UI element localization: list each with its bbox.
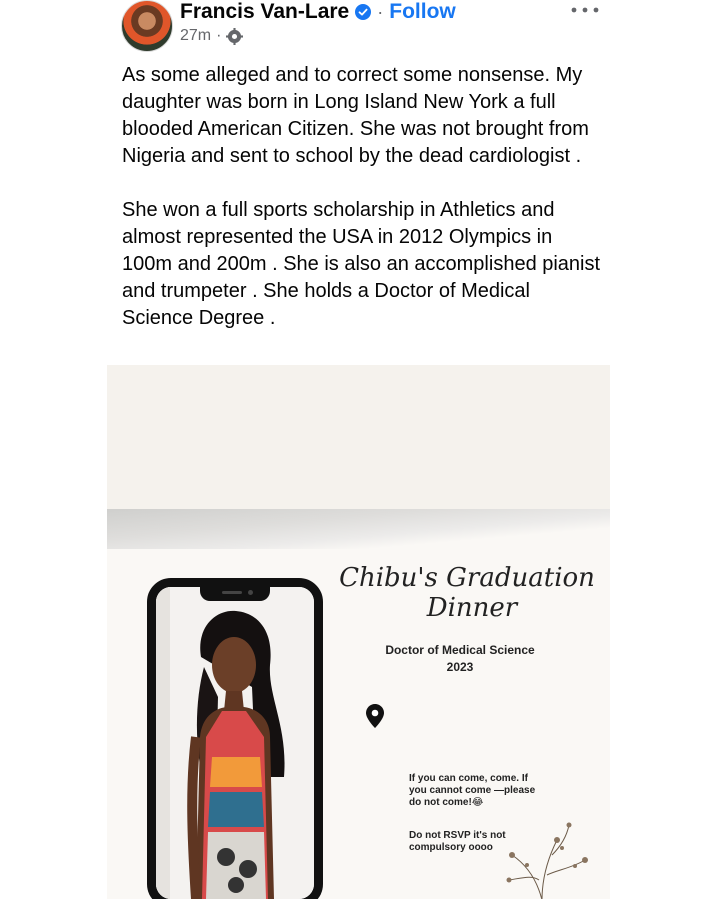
dried-flower-decoration	[487, 820, 597, 899]
degree-name: Doctor of Medical Science	[385, 643, 535, 657]
invite-title	[332, 563, 602, 623]
notch-speaker	[222, 591, 242, 594]
graduate-photo	[156, 587, 314, 899]
location-pin-icon	[366, 704, 384, 728]
privacy-gear-icon[interactable]	[226, 28, 243, 45]
meta-separator: ·	[216, 27, 222, 44]
rsvp-note: If you can come, come. If you cannot come —please do not come!😂	[409, 773, 536, 808]
separator-dot: ·	[377, 1, 384, 22]
post-timestamp[interactable]: 27m	[180, 27, 212, 44]
phone-notch	[200, 585, 270, 601]
follow-button[interactable]: Follow	[389, 0, 456, 23]
invite-title-line2: Dinner	[426, 593, 518, 623]
post-paragraph: She won a full sports scholarship in Athletics and almost represented the USA in 2012 Olympics in 100m and 200m . She is also an accomplished pianist and trumpeter . She holds a Doctor of Medical Science Degree .	[122, 199, 601, 329]
verified-badge-icon	[355, 4, 371, 20]
author-avatar[interactable]	[121, 0, 173, 52]
author-row	[180, 0, 456, 24]
notch-camera	[248, 590, 253, 595]
post-image[interactable]	[107, 365, 610, 899]
invite-title-line1: Chibu's Graduation	[339, 563, 595, 593]
more-options-icon[interactable]	[568, 2, 602, 18]
post-header	[0, 0, 720, 56]
degree-year: 2023	[446, 660, 474, 674]
paint-stripe	[107, 509, 610, 549]
post-body	[122, 62, 602, 359]
invite-degree	[375, 642, 545, 676]
image-blank-area	[107, 365, 610, 510]
rsvp-note-secondary: Do not RSVP it's not compulsory oooo	[409, 830, 506, 853]
phone-frame	[147, 578, 323, 899]
author-name[interactable]: Francis Van-Lare	[180, 0, 350, 23]
post-paragraph: As some alleged and to correct some nonsense. My daughter was born in Long Island New York a full blooded American Citizen. She was not brought from Nigeria and sent to school by the dead cardiologist .	[122, 64, 589, 167]
post-meta	[180, 27, 243, 45]
